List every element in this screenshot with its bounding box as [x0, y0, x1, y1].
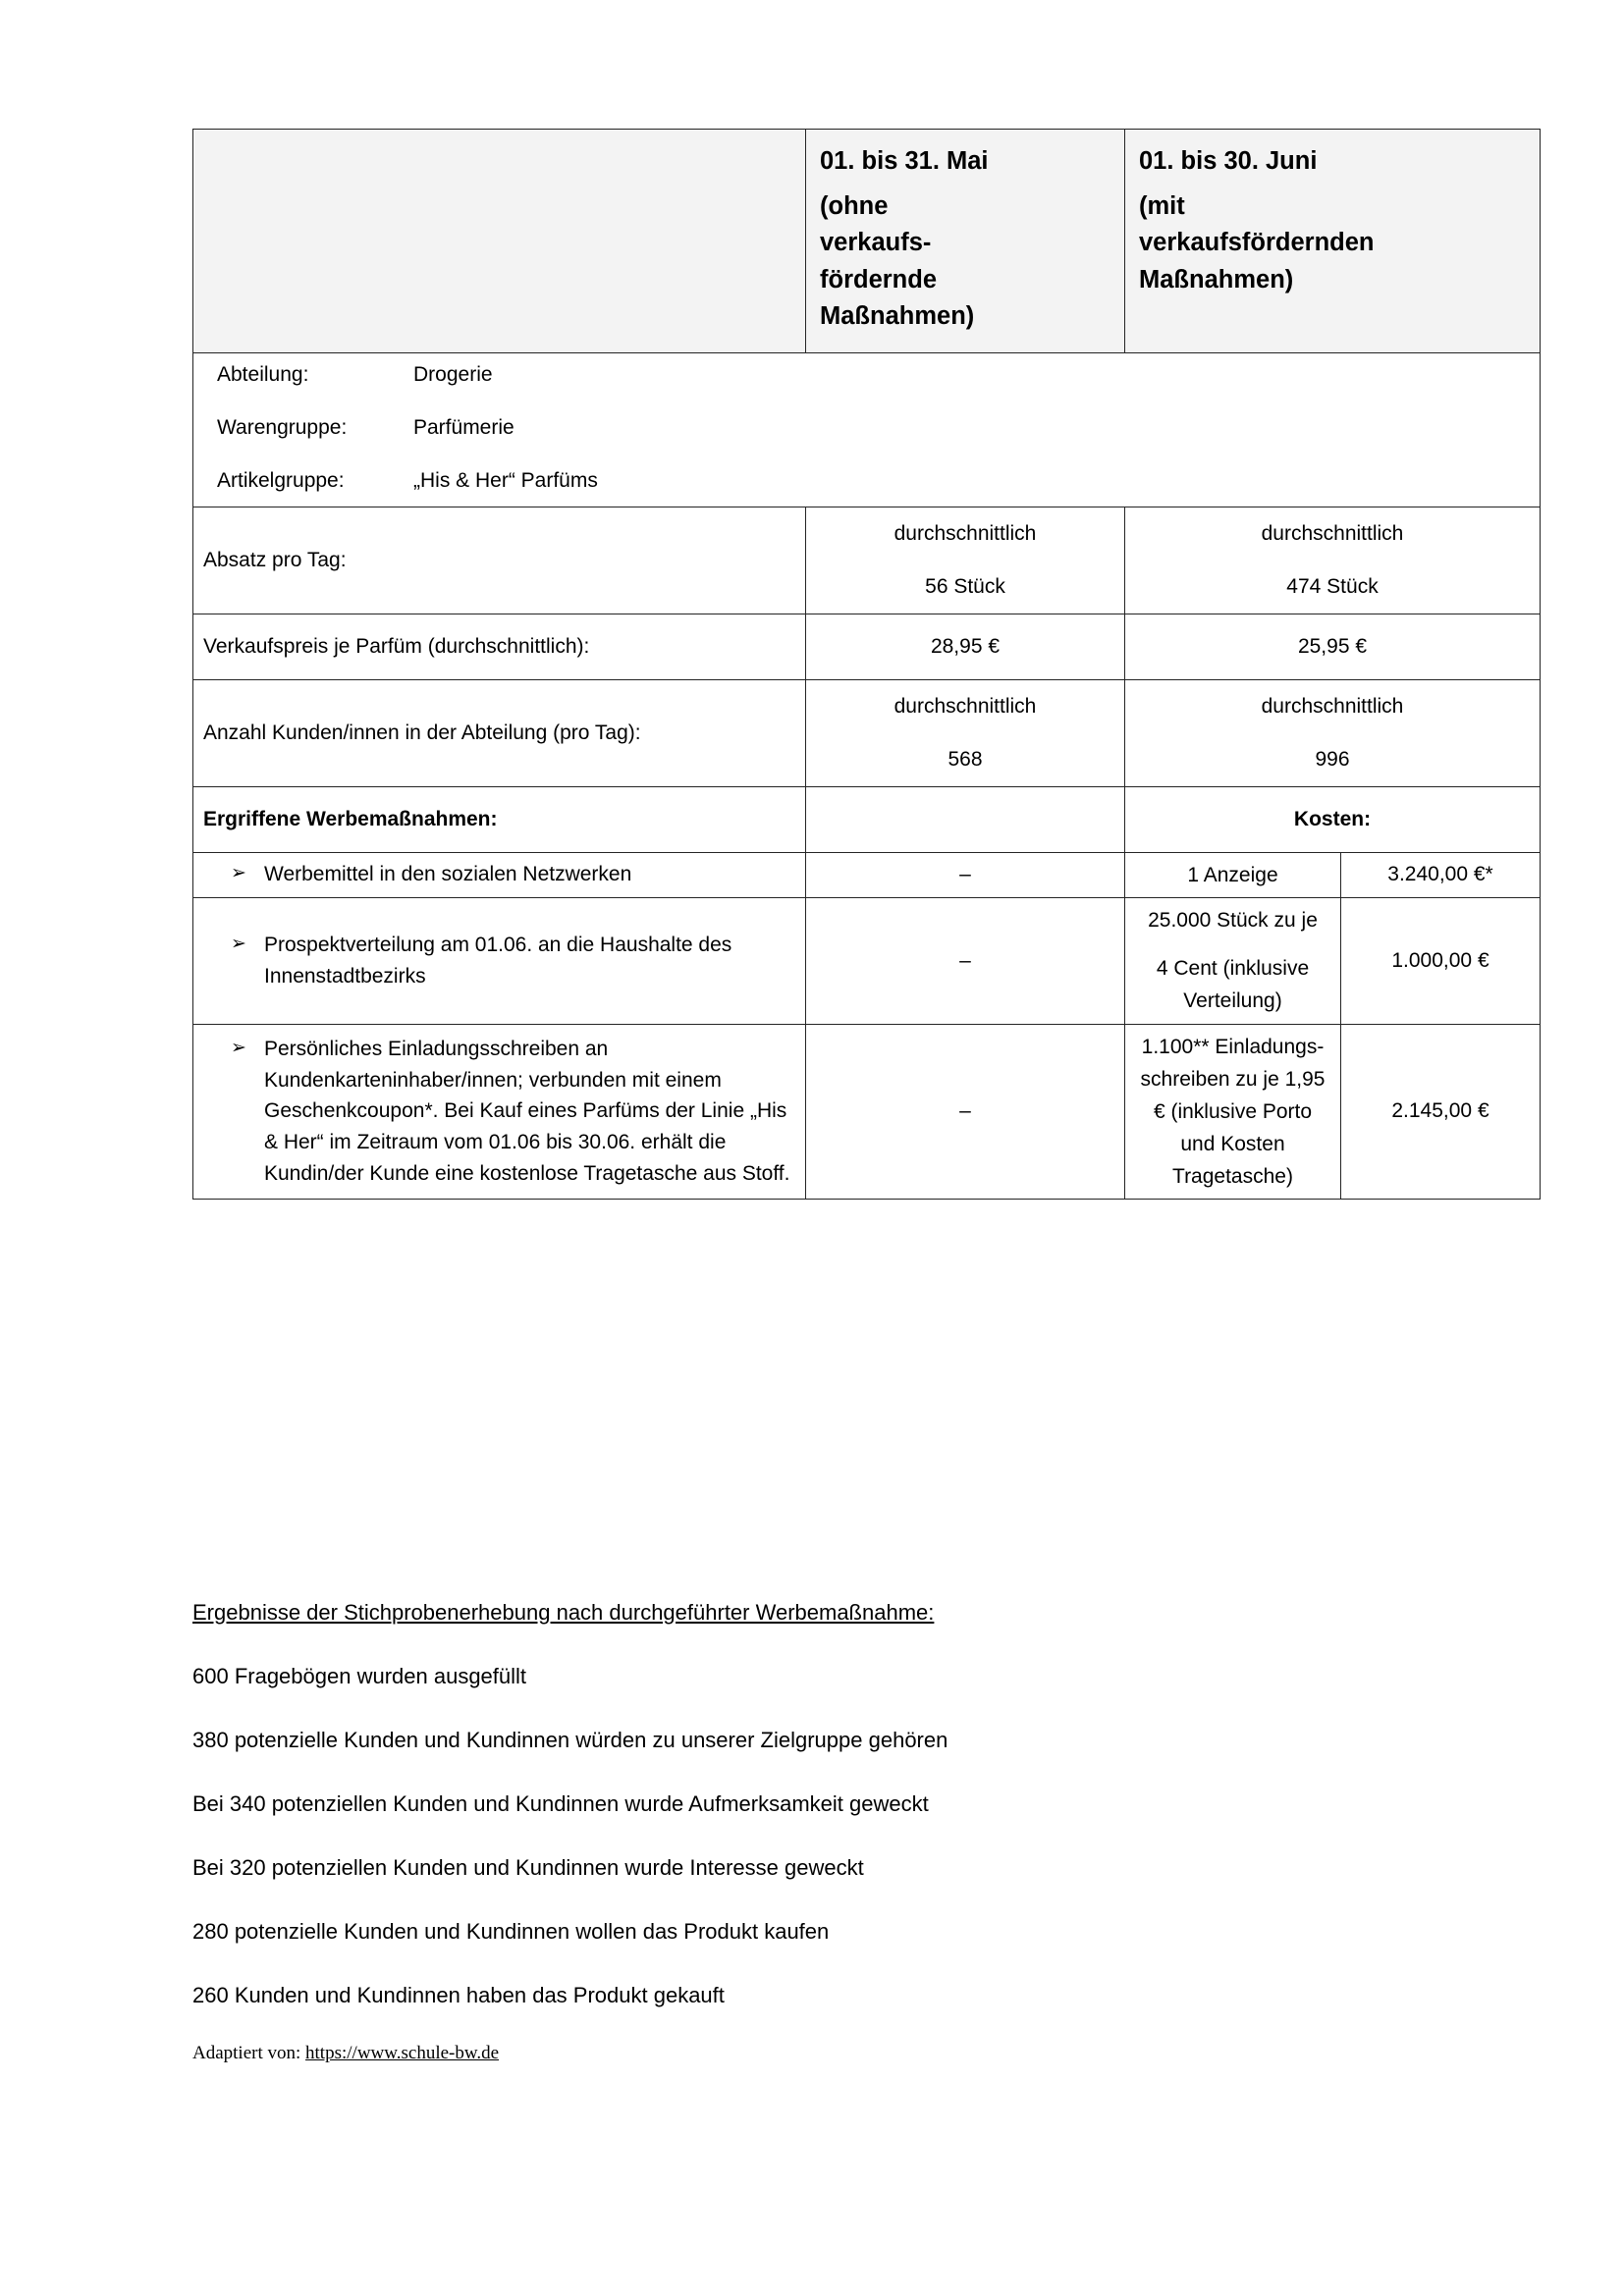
- info-row-warengruppe: [217, 412, 1530, 444]
- value-absatz-may-line1: durchschnittlich: [893, 521, 1037, 545]
- measure-2-cost: 1.000,00 €: [1341, 897, 1541, 1024]
- value-verkaufspreis-may: 28,95 €: [806, 614, 1125, 679]
- table-info-row: [193, 353, 1541, 507]
- value-absatz-june: [1125, 507, 1541, 614]
- measures-header-may-empty: [806, 786, 1125, 852]
- value-verkaufspreis-june: 25,95 €: [1125, 614, 1541, 679]
- arrow-bullet-icon: ➢: [231, 863, 246, 884]
- value-anzahl-kunden-may-line1: durchschnittlich: [893, 694, 1037, 718]
- arrow-bullet-icon: ➢: [231, 1037, 246, 1058]
- measure-1-quantity-line1: 1 Anzeige: [1187, 863, 1278, 886]
- measure-3-quantity-line3: schreiben zu je: [1140, 1067, 1279, 1091]
- header-may-line-1: 01. bis 31. Mai: [820, 147, 989, 175]
- info-row-abteilung: [217, 359, 1530, 391]
- measure-1-quantity: [1125, 852, 1341, 897]
- measure-3-may: –: [806, 1024, 1125, 1200]
- info-value-artikelgruppe: „His & Her“ Parfüms: [413, 468, 598, 492]
- value-absatz-may-line2: 56 Stück: [925, 574, 1005, 598]
- measure-3-description: [193, 1024, 806, 1200]
- header-may-line-5: Maßnahmen): [820, 301, 975, 330]
- label-verkaufspreis: Verkaufspreis je Parfüm (durchschnittlich):: [193, 614, 806, 679]
- table-row: [193, 852, 1541, 897]
- survey-result-line-3: Bei 340 potenziellen Kunden und Kundinnen wurde Aufmerksamkeit geweckt: [192, 1791, 929, 1816]
- source-attribution-prefix: Adaptiert von:: [192, 2043, 306, 2063]
- value-anzahl-kunden-may-line2: 568: [947, 747, 983, 771]
- measure-3-quantity-line2: Einladungs-: [1215, 1035, 1325, 1058]
- survey-results-heading: Ergebnisse der Stichprobenerhebung nach durchgeführter Werbemaßnahme:: [192, 1600, 935, 1625]
- survey-result-line-1: 600 Fragebögen wurden ausgefüllt: [192, 1664, 527, 1688]
- measure-2-quantity-line5: (inklusive: [1222, 957, 1310, 981]
- measure-2-may: –: [806, 897, 1125, 1024]
- measure-3-quantity-line7: Kosten: [1220, 1133, 1285, 1156]
- measure-3-quantity: [1125, 1024, 1341, 1200]
- measure-2-quantity-spacer: [1135, 936, 1330, 952]
- survey-results-section: [192, 1600, 1469, 2008]
- survey-result-line-6: 260 Kunden und Kundinnen haben das Produkt gekauft: [192, 1983, 725, 2007]
- measure-3-quantity-line8: Tragetasche): [1172, 1165, 1293, 1189]
- table-row-absatz: [193, 507, 1541, 614]
- header-june-line-4: Maßnahmen): [1139, 265, 1294, 294]
- label-absatz: Absatz pro Tag:: [193, 507, 806, 614]
- value-absatz-june-line2: 474 Stück: [1286, 574, 1379, 598]
- value-absatz-june-line1: durchschnittlich: [1261, 521, 1404, 545]
- header-june-cell: [1125, 130, 1541, 353]
- measure-3-cost: 2.145,00 €: [1341, 1024, 1541, 1200]
- measure-2-quantity: [1125, 897, 1341, 1024]
- value-anzahl-kunden-june-line1: durchschnittlich: [1261, 694, 1404, 718]
- header-june-line-2: (mit: [1139, 192, 1185, 221]
- label-anzahl-kunden: Anzahl Kunden/innen in der Abteilung (pro Tag):: [193, 679, 806, 786]
- measure-2-quantity-line4: 4 Cent: [1156, 957, 1218, 981]
- arrow-bullet-icon: ➢: [231, 933, 246, 954]
- measure-1-cost: 3.240,00 €*: [1341, 852, 1541, 897]
- survey-result-line-4: Bei 320 potenziellen Kunden und Kundinnen wurde Interesse geweckt: [192, 1855, 864, 1880]
- info-row-artikelgruppe: [217, 465, 1530, 497]
- value-anzahl-kunden-may: [806, 679, 1125, 786]
- measure-3-quantity-line1: 1.100**: [1141, 1035, 1210, 1058]
- measures-header-costs: Kosten:: [1125, 786, 1541, 852]
- header-june-line-1: 01. bis 30. Juni: [1139, 147, 1318, 175]
- label-measures-header: Ergriffene Werbemaßnahmen:: [193, 786, 806, 852]
- header-june-line-3: verkaufsfördernden: [1139, 229, 1375, 257]
- measure-1-description: [193, 852, 806, 897]
- header-may-line-4: fördernde: [820, 265, 938, 294]
- measure-3-text: Persönliches Einladungsschreiben an Kundenkarteninhaber/innen; verbunden mit einem Geschenkcoupon*. Bei Kauf eines Parfüms der Linie „His & Her“ im Zeitraum vom 01.06 bis 30.06. erhält die Kundin/der Kunde eine kostenlose Tragetasche aus Stoff.: [264, 1037, 790, 1186]
- header-empty-cell: [193, 130, 806, 353]
- table-row: [193, 897, 1541, 1024]
- table-header-row: [193, 130, 1541, 353]
- survey-result-line-2: 380 potenzielle Kunden und Kundinnen würden zu unserer Zielgruppe gehören: [192, 1728, 948, 1752]
- info-label-abteilung: Abteilung:: [217, 363, 309, 387]
- measure-3-quantity-line5: (inklusive: [1170, 1099, 1257, 1123]
- measure-1-may: –: [806, 852, 1125, 897]
- info-value-abteilung: Drogerie: [413, 363, 493, 387]
- table-row: [193, 1024, 1541, 1200]
- table-row-verkaufspreis: [193, 614, 1541, 679]
- table-row-anzahl-kunden: [193, 679, 1541, 786]
- product-info-cell: [193, 353, 1541, 507]
- promotion-comparison-table: [192, 129, 1540, 1200]
- measure-3-quantity-line4: 1,95 €: [1153, 1067, 1326, 1123]
- source-link[interactable]: https://www.schule-bw.de: [305, 2043, 500, 2063]
- header-may-line-3: verkaufs-: [820, 229, 932, 257]
- value-anzahl-kunden-june-line2: 996: [1315, 747, 1350, 771]
- info-label-warengruppe: Warengruppe:: [217, 416, 348, 439]
- measure-2-text: Prospektverteilung am 01.06. an die Haushalte des Innenstadtbezirks: [264, 933, 732, 988]
- info-label-artikelgruppe: Artikelgruppe:: [217, 468, 345, 492]
- survey-result-line-5: 280 potenzielle Kunden und Kundinnen wollen das Produkt kaufen: [192, 1919, 830, 1944]
- info-value-warengruppe: Parfümerie: [413, 416, 514, 439]
- value-anzahl-kunden-june: [1125, 679, 1541, 786]
- measure-2-quantity-line6: Verteilung): [1183, 989, 1282, 1013]
- source-attribution: [192, 2043, 499, 2064]
- measure-3-quantity-line6: Porto und: [1180, 1099, 1313, 1156]
- value-absatz-may: [806, 507, 1125, 614]
- measure-2-quantity-line1: 25.000 Stück: [1148, 908, 1269, 932]
- header-may-line-2: (ohne: [820, 192, 889, 221]
- table-row-measures-header: [193, 786, 1541, 852]
- header-may-gap: [820, 180, 1110, 188]
- measure-2-description: [193, 897, 806, 1024]
- header-may-cell: [806, 130, 1125, 353]
- measure-2-quantity-line2: zu je: [1273, 908, 1318, 932]
- header-june-gap: [1139, 180, 1526, 188]
- measure-1-text: Werbemittel in den sozialen Netzwerken: [264, 863, 632, 886]
